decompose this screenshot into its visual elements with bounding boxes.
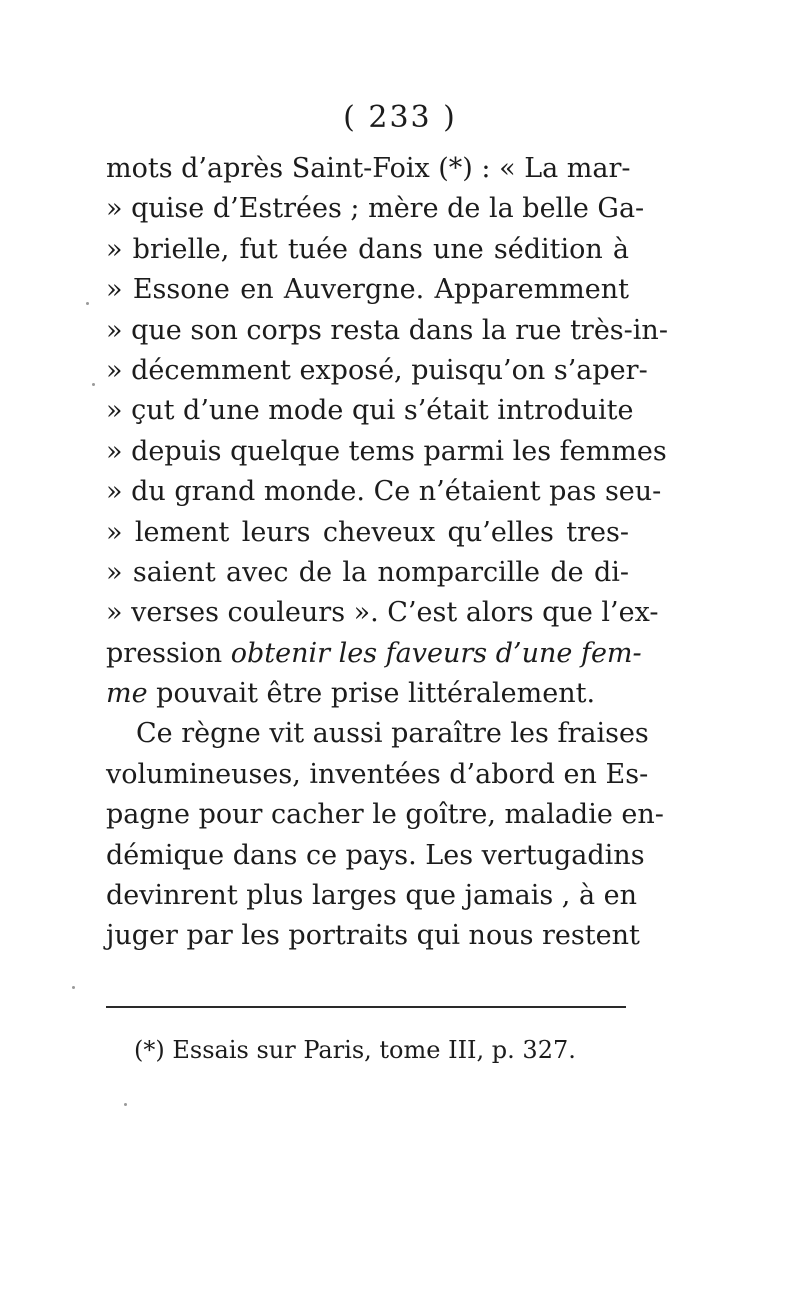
italic-phrase: obtenir les faveurs d’une fem- bbox=[230, 637, 642, 669]
paper-speck bbox=[124, 1103, 127, 1106]
paper-speck bbox=[92, 383, 95, 386]
text-line: » depuis quelque tems parmi les femmes bbox=[106, 435, 667, 467]
text-line: mots d’après Saint-Foix (*) : « La mar- bbox=[106, 153, 631, 184]
text-line: démique dans ce pays. Les vertugadins bbox=[106, 839, 645, 871]
text-line: » çut d’une mode qui s’était introduite bbox=[106, 395, 634, 427]
text-run: pouvait être prise littéralement. bbox=[147, 678, 596, 710]
text-line: pagne pour cacher le goître, maladie en- bbox=[106, 799, 664, 831]
text-line: » Essone en Auvergne. Apparemment bbox=[106, 274, 629, 306]
text-line: » décemment exposé, puisqu’on s’aper- bbox=[106, 354, 648, 386]
text-line: » brielle, fut tuée dans une sédition à bbox=[106, 233, 629, 265]
footnote: (*) Essais sur Paris, tome III, p. 327. bbox=[134, 1036, 576, 1064]
text-line: devinrent plus larges que jamais , à en bbox=[106, 880, 638, 912]
text-line: volumineuses, inventées d’abord en Es- bbox=[106, 758, 649, 790]
text-line: juger par les portraits qui nous restent bbox=[106, 920, 640, 952]
text-line bbox=[106, 674, 629, 714]
text-line: » verses couleurs ». C’est alors que l’ex- bbox=[106, 597, 659, 629]
page-number: ( 233 ) bbox=[343, 100, 457, 135]
text-line: » que son corps resta dans la rue très-in- bbox=[106, 314, 668, 346]
paper-speck bbox=[86, 302, 89, 305]
text-run: pression bbox=[106, 637, 231, 669]
text-line: Ce règne vit aussi paraître les fraises bbox=[136, 718, 649, 750]
text-line: » du grand monde. Ce n’étaient pas seu- bbox=[106, 476, 662, 508]
text-line: » quise d’Estrées ; mère de la belle Ga- bbox=[106, 193, 645, 225]
footnote-rule bbox=[106, 1006, 626, 1008]
body-text bbox=[106, 149, 668, 957]
text-line bbox=[106, 634, 642, 674]
text-line: » saient avec de la nomparcille de di- bbox=[106, 556, 629, 588]
paper-speck bbox=[72, 986, 75, 989]
text-line: » lement leurs cheveux qu’elles tres- bbox=[106, 516, 629, 548]
italic-phrase: me bbox=[106, 678, 148, 710]
